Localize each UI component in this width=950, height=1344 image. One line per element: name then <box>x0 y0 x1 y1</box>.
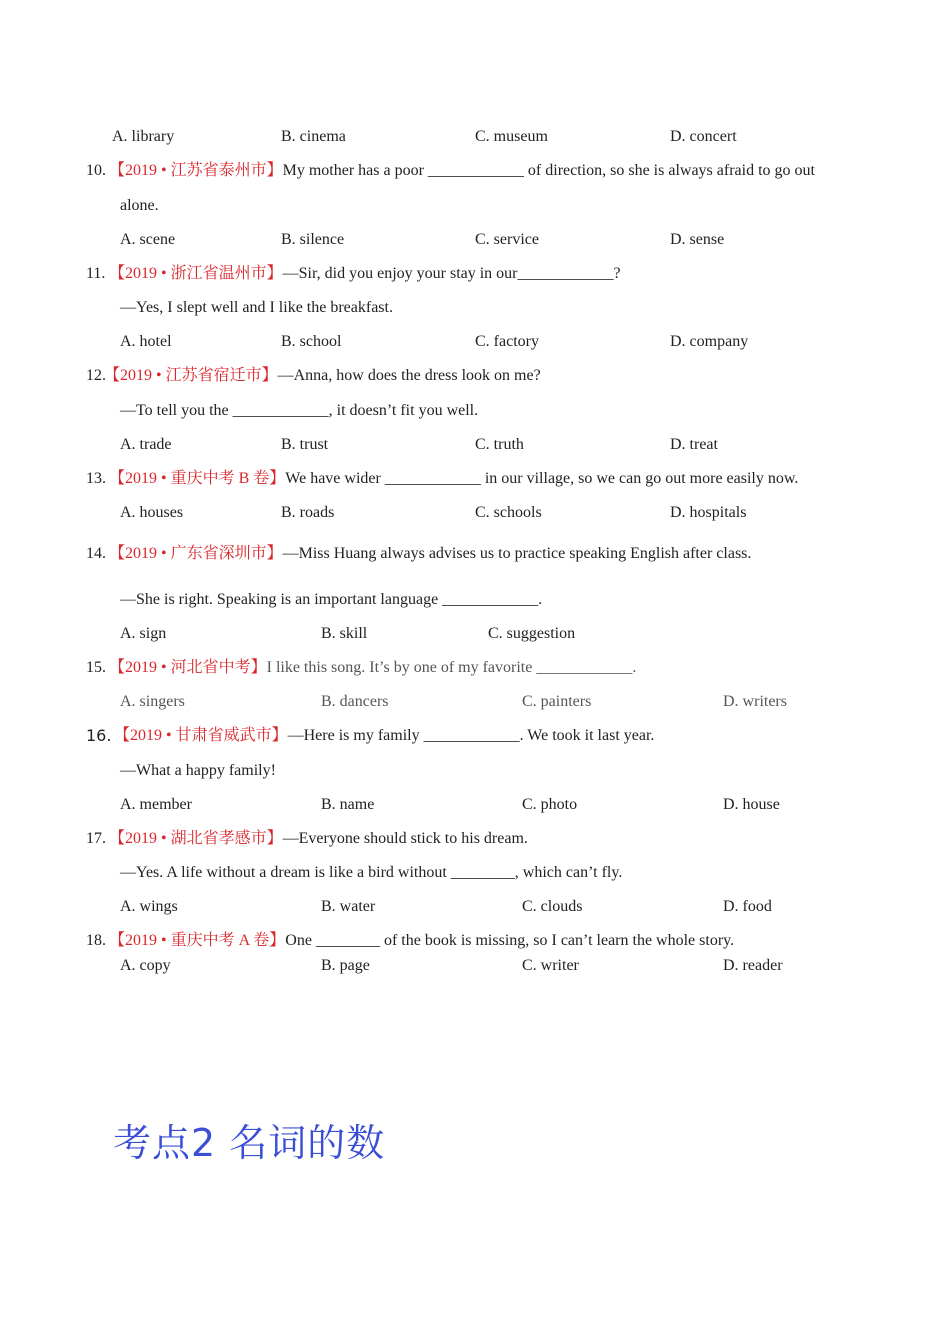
question-text: My mother has a poor ____________ of direction, so she is always afraid to go out <box>282 162 815 179</box>
option-b: B. skill <box>321 625 368 642</box>
option-c: C. factory <box>475 333 539 350</box>
option-c: C. writer <box>522 957 579 974</box>
option-c: C. museum <box>475 128 548 145</box>
option-a: A. houses <box>120 504 184 521</box>
option-c: C. photo <box>522 796 578 813</box>
option-b: B. page <box>321 957 370 974</box>
option-d: D. food <box>723 898 772 915</box>
question-source: 【2019 • 重庆中考 B 卷】 <box>109 470 286 487</box>
question-number: 13. <box>86 470 106 487</box>
question-number: 11. <box>86 265 106 282</box>
option-a: A. scene <box>120 231 176 248</box>
question-text: —Miss Huang always advises us to practice speaking English after class. <box>282 545 752 562</box>
option-b: B. name <box>321 796 375 813</box>
option-a: A. hotel <box>120 333 172 350</box>
question-text-cont: alone. <box>120 197 159 214</box>
option-d: D. hospitals <box>670 504 747 521</box>
option-a: A. singers <box>120 693 185 710</box>
question-text-cont: —Yes. A life without a dream is like a bird without ________, which can’t fly. <box>120 864 623 881</box>
question-source: 【2019 • 重庆中考 A 卷】 <box>109 932 286 949</box>
question-text: —Everyone should stick to his dream. <box>282 830 528 847</box>
option-d: D. writers <box>723 693 787 710</box>
option-a: A. wings <box>120 898 178 915</box>
question-source: 【2019 • 甘肃省威武市】 <box>114 727 288 744</box>
question-text: —Anna, how does the dress look on me? <box>277 367 541 384</box>
question-text: I like this song. It’s by one of my favorite ____________. <box>266 659 637 676</box>
option-a: A. sign <box>120 625 167 642</box>
option-d: D. reader <box>723 957 783 974</box>
option-c: C. truth <box>475 436 524 453</box>
question-source: 【2019 • 湖北省孝感市】 <box>109 830 283 847</box>
question-source: 【2019 • 江苏省泰州市】 <box>109 162 283 179</box>
option-d: D. sense <box>670 231 725 248</box>
section-heading: 考点2 名词的数 <box>113 1121 386 1165</box>
option-b: B. roads <box>281 504 335 521</box>
question-number: 14. <box>86 545 106 562</box>
option-b: B. cinema <box>281 128 346 145</box>
option-b: B. water <box>321 898 376 915</box>
option-d: D. concert <box>670 128 737 145</box>
option-b: B. silence <box>281 231 345 248</box>
question-text: —Here is my family ____________. We took it last year. <box>287 727 655 744</box>
option-a: A. trade <box>120 436 172 453</box>
option-c: C. clouds <box>522 898 583 915</box>
question-number: 18. <box>86 932 106 949</box>
question-number: 17. <box>86 830 106 847</box>
option-c: C. service <box>475 231 539 248</box>
option-d: D. company <box>670 333 749 350</box>
question-text-cont: —She is right. Speaking is an important language ____________. <box>120 591 543 608</box>
question-text-cont: —To tell you the ____________, it doesn’t fit you well. <box>120 402 479 419</box>
question-number: 10. <box>86 162 106 179</box>
option-c: C. suggestion <box>488 625 576 642</box>
question-source: 【2019 • 广东省深圳市】 <box>109 545 283 562</box>
question-text: —Sir, did you enjoy your stay in our____________? <box>282 265 621 282</box>
question-source: 【2019 • 河北省中考】 <box>109 659 267 676</box>
question-number: 16. <box>86 726 112 745</box>
question-text: One ________ of the book is missing, so I can’t learn the whole story. <box>285 932 735 949</box>
option-d: D. treat <box>670 436 718 453</box>
option-b: B. school <box>281 333 342 350</box>
question-text-cont: —What a happy family! <box>120 762 276 779</box>
option-d: D. house <box>723 796 780 813</box>
option-c: C. painters <box>522 693 592 710</box>
option-b: B. trust <box>281 436 329 453</box>
option-b: B. dancers <box>321 693 389 710</box>
question-source: 【2019 • 江苏省宿迁市】 <box>104 367 278 384</box>
question-text-cont: —Yes, I slept well and I like the breakfast. <box>120 299 393 316</box>
option-a: A. member <box>120 796 192 813</box>
question-number: 12. <box>86 367 106 384</box>
option-a: A. library <box>112 128 175 145</box>
question-source: 【2019 • 浙江省温州市】 <box>109 265 283 282</box>
question-text: We have wider ____________ in our village, so we can go out more easily now. <box>285 470 799 487</box>
option-a: A. copy <box>120 957 171 974</box>
question-number: 15. <box>86 659 106 676</box>
option-c: C. schools <box>475 504 542 521</box>
